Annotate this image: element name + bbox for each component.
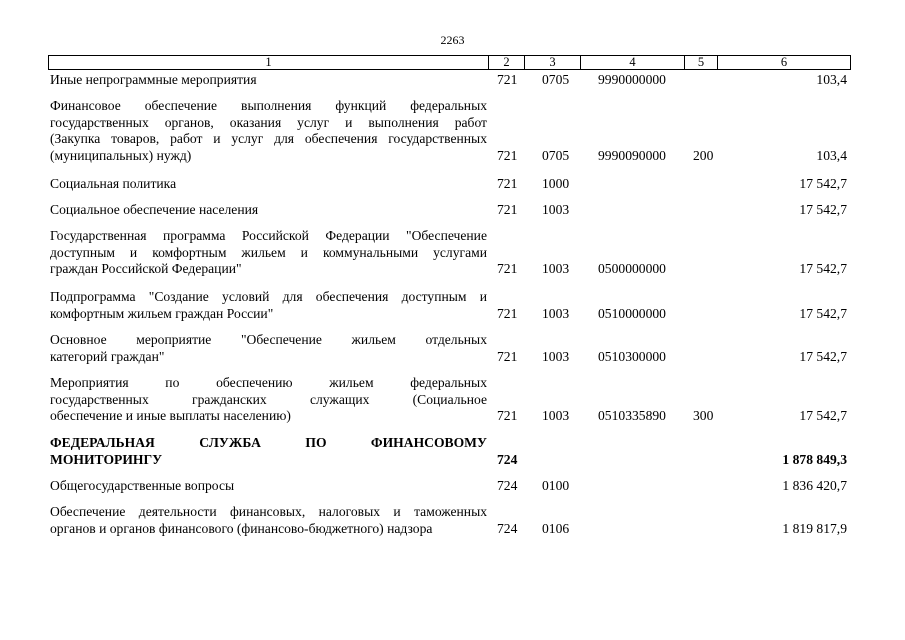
- row-code-expense-type: 300: [693, 408, 714, 424]
- row-name-line: (муниципальных) нужд): [50, 147, 192, 163]
- row-amount: 1 836 420,7: [782, 478, 847, 493]
- row-name: [50, 176, 487, 193]
- row-code-section: 1003: [542, 305, 570, 321]
- table-row: [48, 504, 852, 537]
- row-amount: 17 542,7: [799, 202, 847, 217]
- header-col-1: 1: [49, 56, 489, 69]
- row-name-line: Мероприятия по обеспечению жильем федеральных: [50, 375, 487, 390]
- table-row: [48, 72, 852, 89]
- row-name-line: комфортным жильем граждан России": [50, 305, 274, 321]
- row-name-line: категорий граждан": [50, 348, 165, 364]
- page-number: 2263: [440, 33, 465, 47]
- row-amount: 1 819 817,9: [782, 520, 847, 536]
- table-row: [48, 332, 852, 365]
- header-col-4: 4: [581, 56, 685, 69]
- row-code-section: 0705: [542, 147, 570, 163]
- row-amount: 17 542,7: [799, 408, 847, 424]
- row-code-section: 1003: [542, 348, 570, 364]
- row-name-line: Основное мероприятие "Обеспечение жильем отдельных: [50, 332, 487, 347]
- table-row: [48, 435, 852, 468]
- row-name-line: доступным и комфортным жильем и коммунальными услугами: [50, 244, 487, 260]
- row-code-ministry: 721: [497, 305, 518, 321]
- row-amount: 17 542,7: [799, 261, 847, 277]
- table-row: [48, 202, 852, 219]
- table-row: [48, 289, 852, 322]
- header-col-5: 5: [685, 56, 718, 69]
- row-code-section: 1000: [542, 176, 570, 191]
- row-code-ministry: 721: [497, 147, 518, 163]
- row-name-line: Государственная программа Российской Федерации "Обеспечение: [50, 228, 487, 243]
- row-name-line: государственных органов, оказания услуг и выполнения работ: [50, 114, 487, 130]
- row-name-line: Социальное обеспечение населения: [50, 202, 259, 217]
- row-name: [50, 202, 487, 219]
- row-amount: 1 878 849,3: [782, 451, 847, 467]
- row-name-line: (Закупка товаров, работ и услуг для обеспечения государственных: [50, 131, 487, 147]
- row-name-line: органов и органов финансового (финансово-бюджетного) надзора: [50, 520, 433, 536]
- budget-table: [48, 55, 852, 535]
- row-code-section: 0106: [542, 520, 570, 536]
- row-code-target: 0510300000: [598, 348, 666, 364]
- row-code-ministry: 721: [497, 202, 518, 217]
- row-code-section: 1003: [542, 202, 570, 217]
- row-amount: 17 542,7: [799, 305, 847, 321]
- table-header-row: [48, 55, 851, 70]
- row-name: [50, 332, 487, 365]
- header-col-6: 6: [780, 55, 788, 69]
- table-row: [48, 176, 852, 193]
- row-name: [50, 72, 487, 89]
- row-code-target: 0500000000: [598, 261, 666, 277]
- row-name-line: МОНИТОРИНГУ: [50, 451, 163, 467]
- row-amount: 17 542,7: [799, 348, 847, 364]
- table-row: [48, 98, 852, 164]
- row-code-section: 0705: [542, 72, 570, 87]
- row-code-ministry: 721: [497, 72, 518, 87]
- row-name: [50, 478, 487, 495]
- row-name: [50, 375, 487, 425]
- table-row: [48, 478, 852, 495]
- row-name: [50, 98, 487, 164]
- table-row: [48, 228, 852, 278]
- row-name-line: Общегосударственные вопросы: [50, 478, 235, 493]
- row-name: [50, 504, 487, 537]
- row-code-ministry: 721: [497, 176, 518, 191]
- row-code-target: 9990000000: [598, 72, 666, 87]
- row-code-ministry: 724: [497, 520, 518, 536]
- table-row: [48, 375, 852, 425]
- row-name-line: обеспечение и иные выплаты населению): [50, 408, 291, 424]
- row-amount: 103,4: [816, 147, 847, 163]
- row-code-target: 9990090000: [598, 147, 666, 163]
- row-name-line: ФЕДЕРАЛЬНАЯ СЛУЖБА ПО ФИНАНСОВОМУ: [50, 435, 487, 450]
- row-code-section: 1003: [542, 261, 570, 277]
- header-col-2: 2: [489, 56, 525, 69]
- row-name: [50, 289, 487, 322]
- row-name-line: государственных гражданских служащих (Социальное: [50, 391, 487, 407]
- row-code-target: 0510335890: [598, 408, 666, 424]
- row-name: [50, 435, 487, 468]
- row-code-expense-type: 200: [693, 147, 714, 163]
- row-code-target: 0510000000: [598, 305, 666, 321]
- row-name-line: Иные непрограммные мероприятия: [50, 72, 257, 87]
- row-code-ministry: 721: [497, 348, 518, 364]
- row-code-ministry: 721: [497, 408, 518, 424]
- row-code-section: 0100: [542, 478, 570, 493]
- row-name-line: Социальная политика: [50, 176, 177, 191]
- row-code-ministry: 724: [497, 451, 518, 467]
- row-code-section: 1003: [542, 408, 570, 424]
- row-name-line: граждан Российской Федерации": [50, 261, 242, 277]
- row-name-line: Подпрограмма "Создание условий для обеспечения доступным и: [50, 289, 487, 304]
- row-code-ministry: 721: [497, 261, 518, 277]
- header-col-3: 3: [525, 56, 581, 69]
- row-name: [50, 228, 487, 278]
- row-name-line: Финансовое обеспечение выполнения функций федеральных: [50, 98, 487, 113]
- row-amount: 103,4: [816, 72, 847, 87]
- row-name-line: Обеспечение деятельности финансовых, налоговых и таможенных: [50, 504, 487, 519]
- row-amount: 17 542,7: [799, 176, 847, 191]
- row-code-ministry: 724: [497, 478, 518, 493]
